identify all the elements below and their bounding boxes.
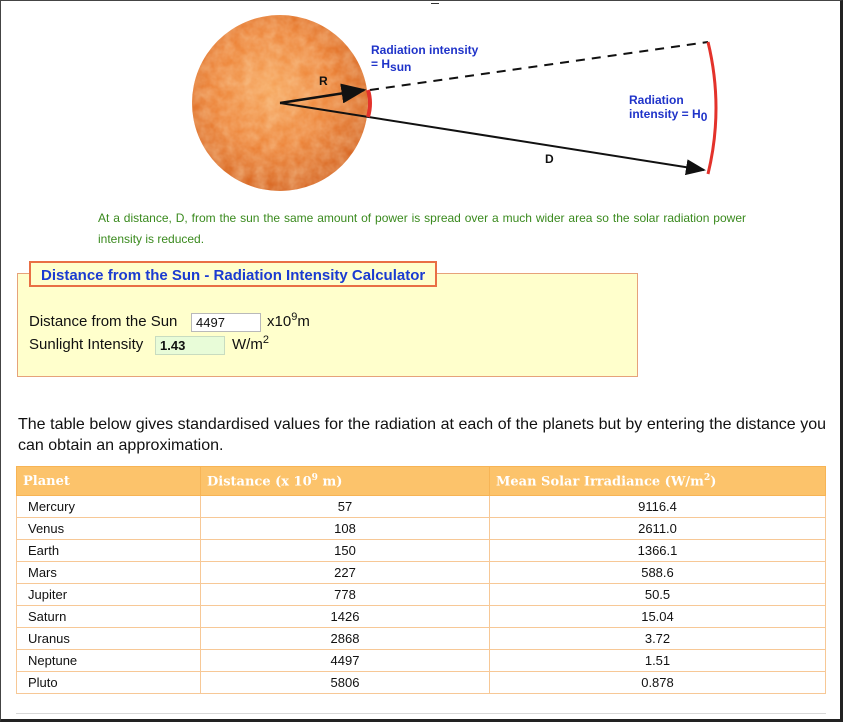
- distance-label-text: Distance from the Sun: [29, 313, 178, 330]
- header-distance: Distance (x $10^9$ m): [201, 467, 490, 496]
- cell-planet: Jupiter: [17, 584, 201, 606]
- distance-row: [29, 313, 177, 330]
- intensity-unit: $W/m^2$: [232, 334, 269, 353]
- cell-planet: Mars: [17, 562, 201, 584]
- table-row: [17, 562, 826, 584]
- diagram-graphic: [0, 0, 843, 200]
- calculator-title: Distance from the Sun - Radiation Intensity Calculator: [29, 261, 437, 287]
- cell-distance: 57: [201, 496, 490, 518]
- distance-label: D: [545, 152, 554, 166]
- far-intensity-arc: [708, 42, 716, 174]
- table-row: [17, 496, 826, 518]
- cell-planet: Neptune: [17, 650, 201, 672]
- table-row: [17, 628, 826, 650]
- cell-irradiance: 1366.1: [490, 540, 826, 562]
- table-row: [17, 672, 826, 694]
- hsun-line1: Radiation intensity: [371, 43, 479, 57]
- intensity-row: [29, 336, 143, 353]
- cell-planet: Saturn: [17, 606, 201, 628]
- cell-planet: Pluto: [17, 672, 201, 694]
- cell-distance: 4497: [201, 650, 490, 672]
- diagram-caption: At a distance, D, from the sun the same amount of power is spread over a much wider area so the solar radiation power intensity is reduced.: [98, 211, 746, 246]
- cell-irradiance: 1.51: [490, 650, 826, 672]
- cell-distance: 5806: [201, 672, 490, 694]
- table-row: [17, 650, 826, 672]
- cell-irradiance: 50.5: [490, 584, 826, 606]
- cell-distance: 150: [201, 540, 490, 562]
- cell-planet: Venus: [17, 518, 201, 540]
- near-intensity-arc: [368, 90, 370, 117]
- bottom-divider: [16, 713, 826, 714]
- h0-line2: intensity = H0: [629, 107, 708, 124]
- cell-irradiance: 2611.0: [490, 518, 826, 540]
- cell-distance: 2868: [201, 628, 490, 650]
- cell-irradiance: 15.04: [490, 606, 826, 628]
- cell-irradiance: 3.72: [490, 628, 826, 650]
- intensity-output[interactable]: 1.43: [155, 336, 225, 355]
- cell-planet: Mercury: [17, 496, 201, 518]
- cell-irradiance: 0.878: [490, 672, 826, 694]
- hsun-label: [371, 43, 479, 74]
- radius-label: R: [319, 74, 328, 88]
- table-row: [17, 518, 826, 540]
- distance-input[interactable]: 4497: [191, 313, 261, 332]
- cell-distance: 108: [201, 518, 490, 540]
- h0-label: [629, 93, 708, 124]
- cell-distance: 778: [201, 584, 490, 606]
- cell-distance: 1426: [201, 606, 490, 628]
- table-row: [17, 584, 826, 606]
- cell-planet: Earth: [17, 540, 201, 562]
- planet-irradiance-table: [16, 466, 826, 694]
- cell-planet: Uranus: [17, 628, 201, 650]
- cell-irradiance: 9116.4: [490, 496, 826, 518]
- cell-distance: 227: [201, 562, 490, 584]
- table-row: [17, 606, 826, 628]
- header-planet: Planet: [17, 467, 201, 496]
- h0-line1: Radiation: [629, 93, 684, 107]
- distance-unit: $x10^9m$: [267, 311, 310, 330]
- table-row: [17, 540, 826, 562]
- header-irradiance: Mean Solar Irradiance $(W/m^2)$: [490, 467, 826, 496]
- hsun-line2: = Hsun: [371, 57, 412, 74]
- cell-irradiance: 588.6: [490, 562, 826, 584]
- sun-radiation-diagram: [0, 0, 843, 200]
- table-header-row: [17, 467, 826, 496]
- intensity-label-text: Sunlight Intensity: [29, 336, 144, 353]
- intro-paragraph: The table below gives standardised values for the radiation at each of the planets but by entering the distance you can obtain an approximation.: [18, 416, 826, 454]
